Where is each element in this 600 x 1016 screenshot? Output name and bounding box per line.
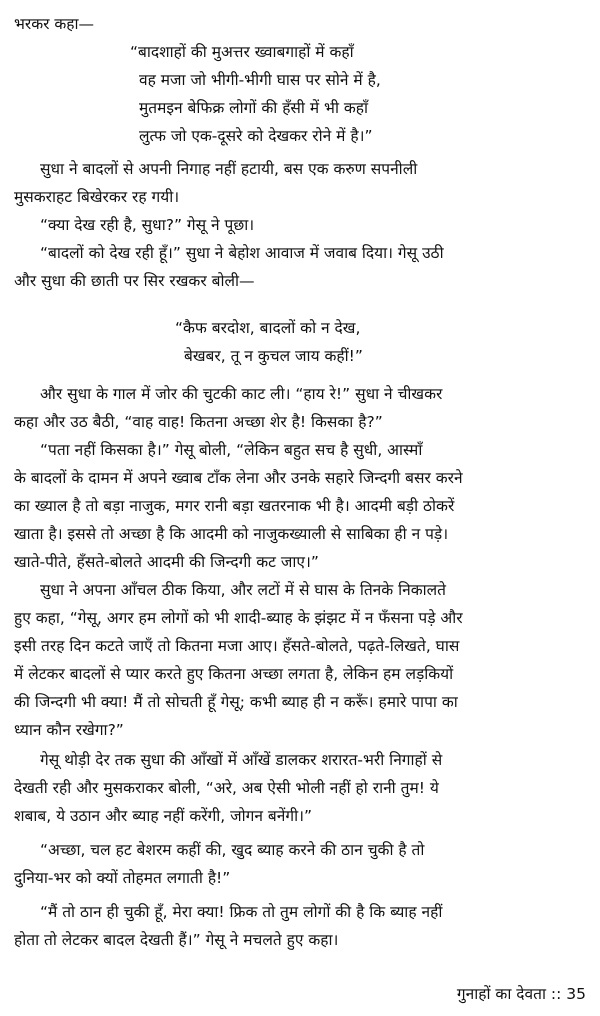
verse-line: वह मजा जो भीगी-भीगी घास पर सोने में है, (139, 71, 381, 89)
text-line: कहा और उठ बैठी, “वाह वाह! कितना अच्छा शेर है! किसका है?” (14, 413, 383, 431)
text-line: “अच्छा, चल हट बेशरम कहीं की, खुद ब्याह करने की ठान चुकी है तो (40, 841, 425, 859)
text-line: होता तो लेटकर बादल देखती हैं।” गेसू ने मचलते हुए कहा। (14, 931, 339, 949)
text-line: देखती रही और मुसकराकर बोली, “अरे, अब ऐसी भोली नहीं हो रानी तुम! ये (14, 779, 439, 797)
text-line: सुधा ने बादलों से अपनी निगाह नहीं हटायी, बस एक करुण सपनीली (40, 160, 418, 178)
text-line: के बादलों के दामन में अपने ख्वाब टाँक लेना और उनके सहारे जिन्दगी बसर करने (14, 469, 463, 487)
verse-line: लुत्फ जो एक-दूसरे को देखकर रोने में है।” (139, 127, 373, 145)
text-line: और सुधा की छाती पर सिर रखकर बोली— (14, 272, 255, 290)
verse-line: “बादशाहों की मुअत्तर ख्वाबगाहों में कहाँ (130, 43, 354, 61)
text-line: शबाब, ये उठान और ब्याह नहीं करेंगी, जोगन बनेंगी।” (14, 807, 313, 825)
text-line: की जिन्दगी भी क्या! मैं तो सोचती हूँ गेसू; कभी ब्याह ही न करूँ। हमारे पापा का (14, 693, 458, 711)
text-line: दुनिया-भर को क्यों तोहमत लगाती है!” (14, 869, 231, 887)
text-line: भरकर कहा— (14, 15, 95, 33)
text-line: इसी तरह दिन कटते जाएँ तो कितना मजा आए। हँसते-बोलते, पढ़ते-लिखते, घास (14, 637, 460, 655)
text-line: और सुधा के गाल में जोर की चुटकी काट ली। “हाय रे!” सुधा ने चीखकर (40, 385, 443, 403)
text-line: में लेटकर बादलों से प्यार करते हुए कितना अच्छा लगता है, लेकिन हम लड़कियों (14, 665, 454, 683)
text-line: खाते-पीते, हँसते-बोलते आदमी की जिन्दगी कट जाए।” (14, 553, 319, 571)
text-line: ध्यान कौन रखेगा?” (14, 721, 124, 739)
text-line: मुसकराहट बिखेरकर रह गयी। (14, 188, 180, 206)
text-line: “मैं तो ठान ही चुकी हूँ, मेरा क्या! फ्रिक तो तुम लोगों की है कि ब्याह नहीं (40, 903, 443, 921)
verse-line: बेखबर, तू न कुचल जाय कहीं!” (184, 347, 363, 365)
text-line: “पता नहीं किसका है।” गेसू बोली, “लेकिन बहुत सच है सुधी, आस्माँ (40, 441, 423, 459)
text-line: “बादलों को देख रही हूँ।” सुधा ने बेहोश आवाज में जवाब दिया। गेसू उठी (40, 244, 444, 262)
text-line: “क्या देख रही है, सुधा?” गेसू ने पूछा। (40, 216, 255, 234)
text-line: गेसू थोड़ी देर तक सुधा की आँखों में आँखें डालकर शरारत-भरी निगाहों से (40, 751, 443, 769)
text-line: सुधा ने अपना आँचल ठीक किया, और लटों में से घास के तिनके निकालते (40, 581, 446, 599)
page-footer: गुनाहों का देवता :: 35 (456, 985, 586, 1003)
verse-line: “कैफ बरदोश, बादलों को न देख, (175, 319, 361, 337)
text-line: हुए कहा, “गेसू, अगर हम लोगों को भी शादी-ब्याह के झंझट में न फँसना पड़े और (14, 609, 463, 627)
text-line: खाता है। इससे तो अच्छा है कि आदमी को नाजुकख्याली से साबिका ही न पड़े। (14, 525, 449, 543)
text-line: का ख्याल है तो बड़ा नाजुक, मगर रानी बड़ा खतरनाक भी है। आदमी बड़ी ठोकरें (14, 497, 455, 515)
verse-line: मुतमइन बेफिक्र लोगों की हँसी में भी कहाँ (139, 99, 369, 117)
